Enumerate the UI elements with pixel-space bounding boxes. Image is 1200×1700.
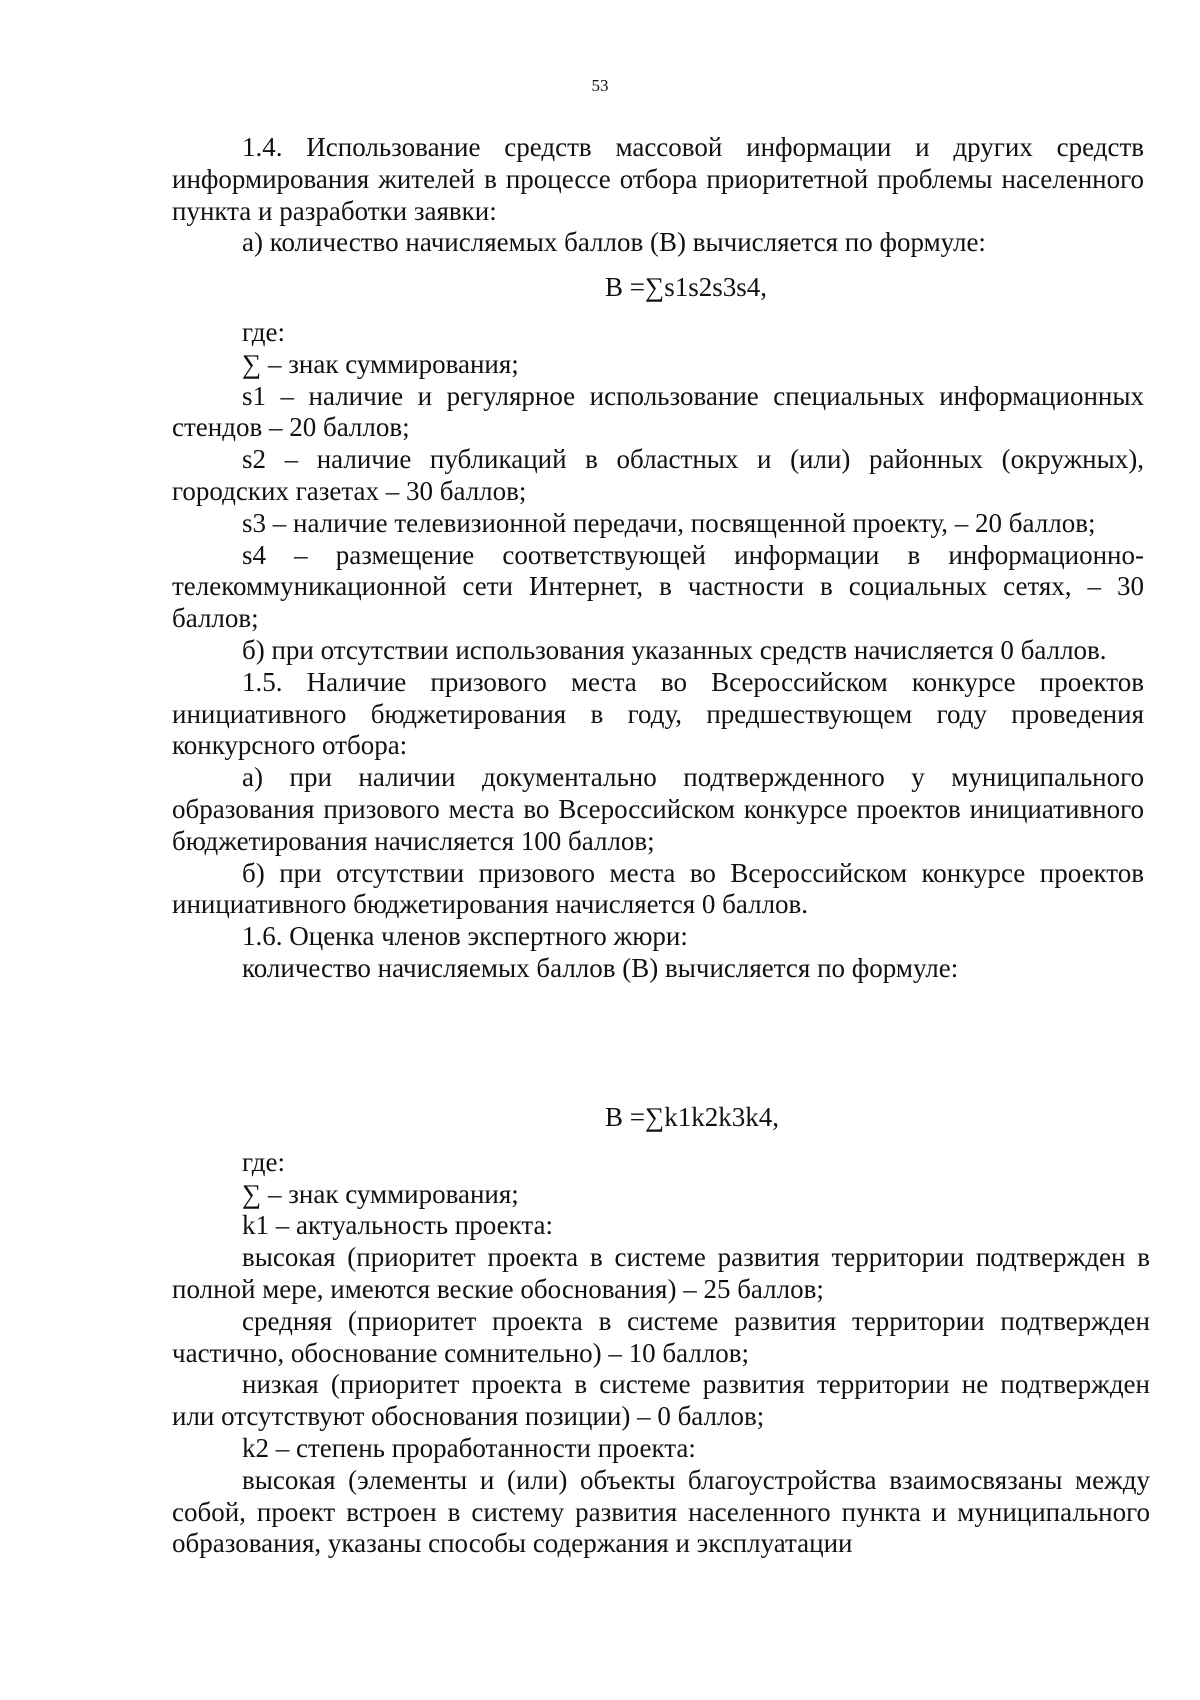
k1-low: низкая (приоритет проекта в системе развития территории не подтвержден или отсутствуют обоснования позиции) – 0 баллов; [172,1369,1150,1432]
k2-definition: k2 – степень проработанности проекта: [242,1432,696,1463]
k1-medium: средняя (приоритет проекта в системе развития территории подтвержден частично, обоснование сомнительно) – 10 баллов; [172,1305,1150,1368]
k1-high: высокая (приоритет проекта в системе развития территории подтвержден в полной мере, имеются веские обоснования) – 25 баллов; [172,1242,1150,1304]
s4-definition: s4 – размещение соответствующей информации в информационно-телекоммуникационной сети Интернет, в частности в социальных сетях, – 30 баллов; [172,539,1144,634]
section-1-5-item-a: а) при наличии документально подтвержденного у муниципального образования призового места во Всероссийском конкурсе проектов инициативного бюджетирования начисляется 100 баллов; [172,762,1144,856]
section-1-4-heading: 1.4. Использование средств массовой информации и других средств информирования жителей в процессе отбора приоритетной проблемы населенного пункта и разработки заявки: [172,132,1144,226]
where-label: где: [242,316,285,347]
sum-sign-definition-2: ∑ – знак суммирования; [242,1178,519,1209]
document-body-lower [172,1102,1150,1560]
sum-sign-definition: ∑ – знак суммирования; [242,348,519,379]
section-1-4-item-b: б) при отсутствии использования указанных средств начисляется 0 баллов. [242,634,1107,665]
formula-k: В =∑k1k2k3k4, [605,1102,779,1132]
formula-s: В =∑s1s2s3s4, [605,272,768,303]
section-1-5-heading: 1.5. Наличие призового места во Всероссийском конкурсе проектов инициативного бюджетирования в году, предшествующем году проведения конкурсного отбора: [172,666,1144,761]
s1-definition: s1 – наличие и регулярное использование специальных информационных стендов – 20 баллов; [172,380,1144,443]
where-label-2: где: [242,1146,285,1177]
k1-definition: k1 – актуальность проекта: [242,1210,553,1241]
section-1-4-item-a: а) количество начисляемых баллов (В) вычисляется по формуле: [242,227,986,258]
section-1-6-heading: 1.6. Оценка членов экспертного жюри: [242,921,688,952]
page-number: 53 [591,76,609,95]
section-1-6-intro: количество начисляемых баллов (В) вычисляется по формуле: [242,952,959,983]
section-1-5-item-b: б) при отсутствии призового места во Всероссийском конкурсе проектов инициативного бюджетирования начисляется 0 баллов. [172,857,1144,920]
s3-definition: s3 – наличие телевизионной передачи, посвященной проекту, – 20 баллов; [242,507,1096,538]
document-body-upper [172,132,1144,985]
k2-high: высокая (элементы и (или) объекты благоустройства взаимосвязаны между собой, проект встроен в систему развития населенного пункта и муниципального образования, указаны способы содержания и эксплуатации [172,1464,1150,1559]
s2-definition: s2 – наличие публикаций в областных и (или) районных (окружных), городских газетах – 30 баллов; [172,444,1144,506]
